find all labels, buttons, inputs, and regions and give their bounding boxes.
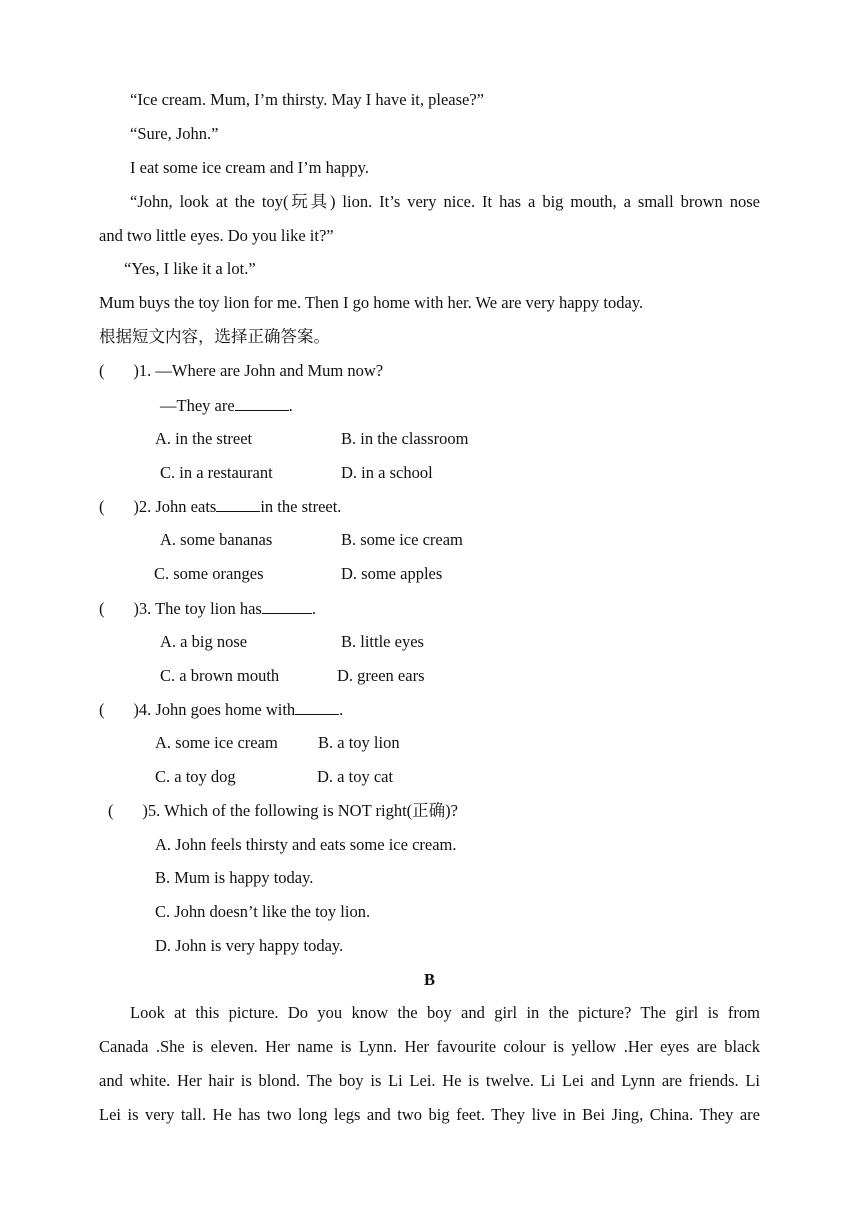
passage-line: and white. Her hair is blond. The boy is Li Lei. He is twelve. Li Lei and Lynn are friends. Li xyxy=(99,1071,760,1090)
passage-line: Canada .She is eleven. Her name is Lynn. Her favourite colour is yellow .Her eyes are black xyxy=(99,1037,760,1056)
question-stem: 3. The toy lion has xyxy=(138,599,262,618)
question-stem-end: . xyxy=(288,396,293,415)
option-b: B. in the classroom xyxy=(341,429,469,448)
option-b: B. some ice cream xyxy=(341,530,463,549)
question-2 xyxy=(99,496,341,517)
answer-blank[interactable]: ( ) xyxy=(99,361,139,380)
section-heading: B xyxy=(424,970,436,989)
story-line: I eat some ice cream and I’m happy. xyxy=(130,158,369,177)
fill-blank-line xyxy=(262,598,312,614)
answer-blank[interactable]: ( ) xyxy=(99,599,139,618)
instruction-text: 根据短文内容，选择正确答案。 xyxy=(99,327,330,346)
option-c: C. a toy dog xyxy=(155,767,236,786)
answer-blank[interactable]: ( ) xyxy=(99,700,139,719)
option-b: B. little eyes xyxy=(341,632,424,651)
fill-blank-line xyxy=(216,496,260,512)
story-line: Mum buys the toy lion for me. Then I go home with her. We are very happy today. xyxy=(99,293,644,312)
question-3 xyxy=(99,598,316,619)
story-line: “John, look at the toy(玩具) lion. It’s very nice. It has a big mouth, a small brown nose xyxy=(130,192,760,211)
story-line: “Yes, I like it a lot.” xyxy=(124,259,256,278)
option-b: B. Mum is happy today. xyxy=(155,868,314,887)
option-d: D. in a school xyxy=(341,463,433,482)
question-stem-end: . xyxy=(339,700,344,719)
question-4 xyxy=(99,699,343,720)
question-stem: 1. —Where are John and Mum now? xyxy=(138,361,384,380)
option-c: C. some oranges xyxy=(154,564,264,583)
option-d: D. John is very happy today. xyxy=(155,936,344,955)
option-d: D. a toy cat xyxy=(317,767,394,786)
question-1-response xyxy=(160,395,293,416)
story-line: “Ice cream. Mum, I’m thirsty. May I have it, please?” xyxy=(130,90,484,109)
story-line: “Sure, John.” xyxy=(130,124,219,143)
question-stem-end: in the street. xyxy=(260,497,342,516)
option-a: A. a big nose xyxy=(160,632,248,651)
question-1 xyxy=(99,361,383,381)
answer-blank[interactable]: ( ) xyxy=(108,801,148,820)
fill-blank-line xyxy=(235,395,289,411)
question-stem: 5. Which of the following is NOT right(正确)? xyxy=(147,801,458,820)
question-stem: 4. John goes home with xyxy=(138,700,296,719)
question-stem-end: . xyxy=(311,599,316,618)
option-c: C. a brown mouth xyxy=(160,666,280,685)
option-a: A. John feels thirsty and eats some ice cream. xyxy=(155,835,457,854)
option-d: D. some apples xyxy=(341,564,443,583)
option-d: D. green ears xyxy=(337,666,425,685)
fill-blank-line xyxy=(295,699,339,715)
story-line: and two little eyes. Do you like it?” xyxy=(99,226,334,245)
option-a: A. some ice cream xyxy=(155,733,278,752)
passage-line: Look at this picture. Do you know the boy and girl in the picture? The girl is from xyxy=(130,1003,760,1022)
question-stem: 2. John eats xyxy=(138,497,217,516)
question-5 xyxy=(108,801,458,821)
option-c: C. John doesn’t like the toy lion. xyxy=(155,902,371,921)
option-c: C. in a restaurant xyxy=(160,463,273,482)
option-a: A. some bananas xyxy=(160,530,273,549)
question-stem-continuation: —They are xyxy=(160,396,235,415)
answer-blank[interactable]: ( ) xyxy=(99,497,139,516)
option-a: A. in the street xyxy=(155,429,253,448)
option-b: B. a toy lion xyxy=(318,733,400,752)
passage-line: Lei is very tall. He has two long legs and two big feet. They live in Bei Jing, China. They are xyxy=(99,1105,760,1124)
